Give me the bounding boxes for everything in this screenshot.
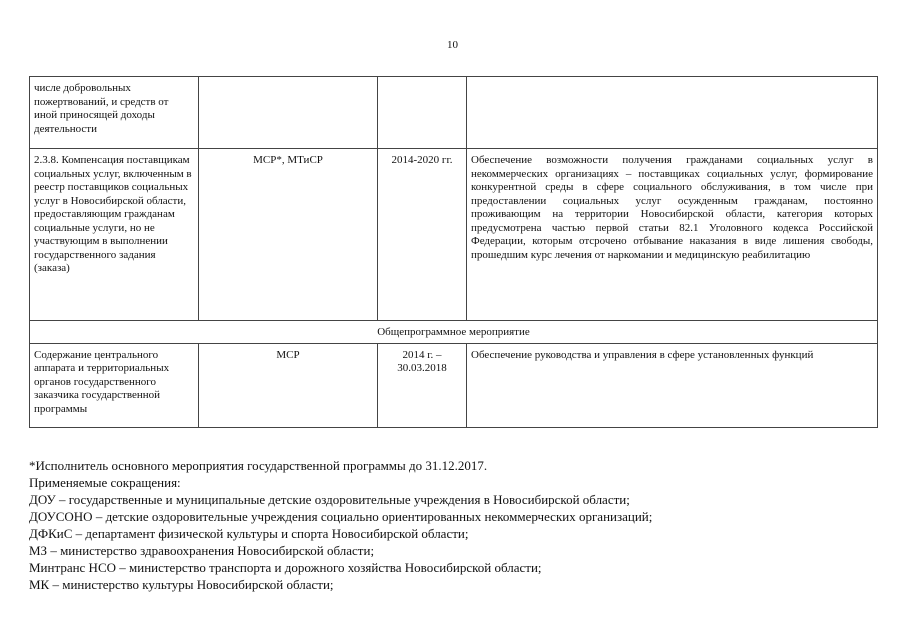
abbreviation-item: МЗ – министерство здравоохранения Новосибирской области; [29, 543, 375, 558]
result-cell: Обеспечение возможности получения гражданами социальных услуг в некоммерческих организациях – поставщиках социальных услуг, формирование конкурентной среды в сфере социального обслуживания, в том числе при предоставлении социальных услуг осужденным гражданам, постоянно проживающим на территории Новосибирской области, категория которых предусмотрена частью первой статьи 82.1 Уголовного кодекса Российской Федерации, которым отсрочено отбывание наказания в виде лишения свободы, прошедшим курс лечения от наркомании и медицинскую реабилитацию [467, 149, 878, 321]
footnote: *Исполнитель основного мероприятия государственной программы до 31.12.2017. [29, 458, 488, 473]
abbreviation-item: Минтранс НСО – министерство транспорта и дорожного хозяйства Новосибирской области; [29, 560, 542, 575]
section-title: Общепрограммное мероприятие [30, 321, 878, 344]
page-number: 10 [447, 39, 458, 51]
executor-cell: МСР [199, 343, 378, 427]
activity-name-cell: 2.3.8. Компенсация поставщикам социальных услуг, включенным в реестр поставщиков социальных услуг в Новосибирской области, предоставляющим гражданам социальные услуги, но не участвующим в выполнении государственного задания (заказа) [30, 149, 199, 321]
term-cell: 2014-2020 гг. [378, 149, 467, 321]
table-row [30, 149, 878, 321]
table-row [30, 343, 878, 427]
activity-name-cell: Содержание центрального аппарата и территориальных органов государственного заказчика государственной программы [30, 343, 199, 427]
term-cell: 2014 г. – 30.03.2018 [378, 343, 467, 427]
program-activities-table [29, 76, 878, 428]
abbreviation-item: ДФКиС – департамент физической культуры и спорта Новосибирской области; [29, 526, 469, 541]
result-cell [467, 77, 878, 149]
abbreviations-heading: Применяемые сокращения: [29, 475, 181, 490]
abbreviation-item: ДОУ – государственные и муниципальные детские оздоровительные учреждения в Новосибирской области; [29, 492, 630, 507]
executor-cell [199, 77, 378, 149]
abbreviation-item: ДОУСОНО – детские оздоровительные учреждения социально ориентированных некоммерческих организаций; [29, 509, 653, 524]
activity-name-cell: числе добровольных пожертвований, и средств от иной приносящей доходы деятельности [30, 77, 199, 149]
section-header-row [30, 321, 878, 344]
executor-cell: МСР*, МТиСР [199, 149, 378, 321]
table-row [30, 77, 878, 149]
abbreviation-item: МК – министерство культуры Новосибирской области; [29, 577, 334, 592]
result-cell: Обеспечение руководства и управления в сфере установленных функций [467, 343, 878, 427]
term-cell [378, 77, 467, 149]
notes-section [29, 457, 889, 593]
